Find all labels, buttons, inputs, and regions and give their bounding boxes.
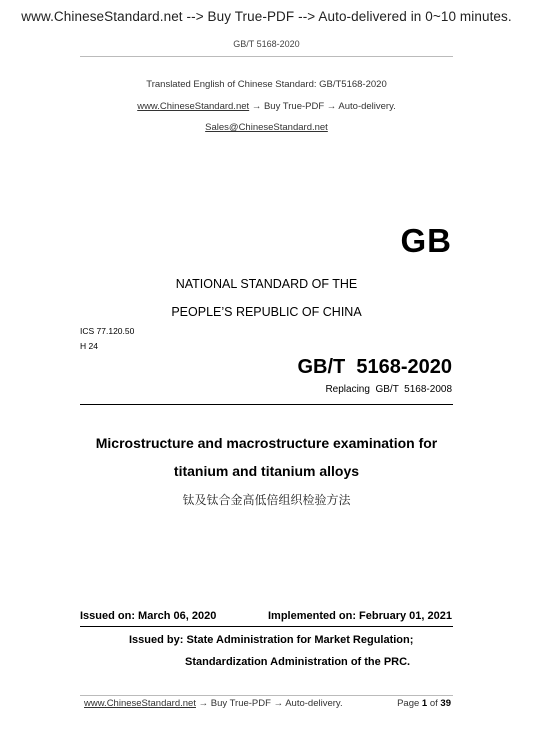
- title-divider: [80, 404, 453, 405]
- replacing-note: Replacing GB/T 5168-2008: [325, 384, 452, 395]
- buy-line: [0, 101, 533, 112]
- footer-buy-line: [84, 698, 343, 709]
- title-chinese: 钛及钛合金高低倍组织检验方法: [182, 493, 351, 507]
- standard-number: GB/T 5168-2020: [297, 356, 452, 378]
- arrow-right-icon: →: [326, 101, 337, 112]
- page-total: 39: [440, 698, 451, 709]
- national-standard-line1: NATIONAL STANDARD OF THE: [175, 277, 358, 291]
- implemented-on-date: Implemented on: February 01, 2021: [267, 610, 452, 622]
- email-link[interactable]: Sales@ChineseStandard.net: [205, 122, 328, 133]
- arrow-right-icon: →: [251, 101, 262, 112]
- title-english-line1: Microstructure and macrostructure examination for: [95, 435, 438, 451]
- header-divider: [80, 56, 453, 57]
- site-link[interactable]: www.ChineseStandard.net: [137, 101, 250, 112]
- ics-code: ICS 77.120.50: [80, 326, 135, 336]
- page-of: of: [429, 698, 438, 709]
- page-indicator: [397, 698, 451, 709]
- footer-site-link[interactable]: www.ChineseStandard.net: [84, 698, 196, 709]
- footer-buy-text: Buy True-PDF: [210, 698, 271, 709]
- page-label: Page: [397, 698, 420, 709]
- email-line: [0, 122, 533, 133]
- classification-code: H 24: [80, 341, 98, 351]
- arrow-right-icon: →: [198, 698, 209, 709]
- page-current: 1: [421, 698, 428, 709]
- dates-divider: [80, 626, 453, 627]
- top-banner: www.ChineseStandard.net --> Buy True-PDF --> Auto-delivered in 0~10 minutes.: [21, 9, 512, 24]
- arrow-right-icon: →: [273, 698, 284, 709]
- buy-text: Buy True-PDF: [263, 101, 325, 112]
- footer-delivery-text: Auto-delivery.: [285, 698, 343, 709]
- gb-logo: GB: [400, 222, 452, 259]
- translation-note: Translated English of Chinese Standard: GB/T5168-2020: [146, 79, 387, 90]
- title-english-line2: titanium and titanium alloys: [173, 463, 360, 479]
- delivery-text: Auto-delivery.: [338, 101, 396, 112]
- footer-divider: [80, 695, 453, 696]
- header-standard-code: GB/T 5168-2020: [233, 39, 300, 49]
- issuer-line1: Issued by: State Administration for Market Regulation;: [129, 634, 414, 646]
- issuer-line2: Standardization Administration of the PRC.: [185, 656, 411, 668]
- national-standard-line2: PEOPLE’S REPUBLIC OF CHINA: [171, 305, 362, 319]
- issued-on-date: Issued on: March 06, 2020: [80, 610, 217, 622]
